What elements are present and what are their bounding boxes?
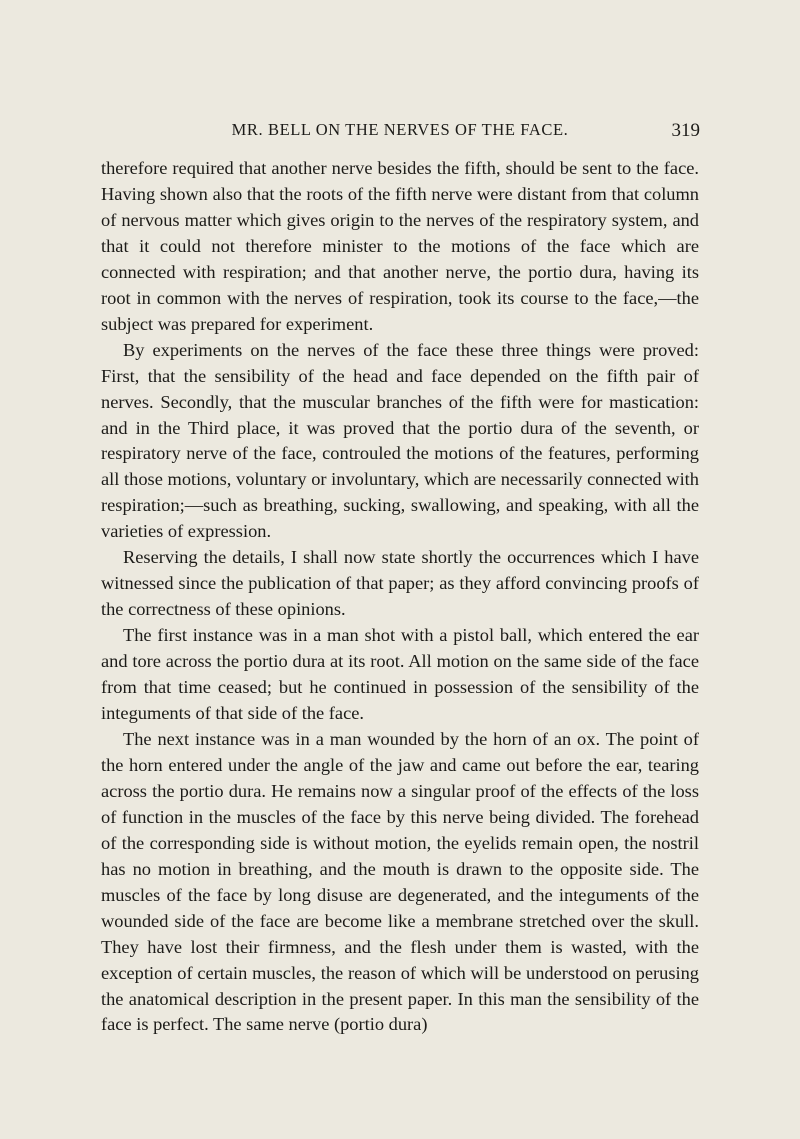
body-text — [101, 156, 699, 1038]
paragraph-3: Reserving the details, I shall now state shortly the occurrences which I have witnessed since the publication of that paper; as they afford convincing proofs of the correctness of these opinions. — [101, 547, 699, 620]
page-number: 319 — [671, 120, 700, 141]
running-title: MR. BELL ON THE NERVES OF THE FACE. — [231, 120, 569, 139]
paragraph-5: The next instance was in a man wounded by the horn of an ox. The point of the horn entered under the angle of the jaw and came out before the ear, tearing across the portio dura. He remains now a singular proof of the effects of the loss of function in the muscles of the face by this nerve being divided. The forehead of the corresponding side is without motion, the eyelids remain open, the nostril has no motion in breathing, and the mouth is drawn to the opposite side. The muscles of the face by long disuse are degenerated, and the integuments of the wounded side of the face are become like a membrane stretched over the skull. They have lost their firmness, and the flesh under them is wasted, with the exception of certain muscles, the reason of which will be understood on perusing the anatomical description in the present paper. In this man the sensibility of the face is perfect. The same nerve (portio dura) — [101, 728, 699, 1035]
paragraph-2: By experiments on the nerves of the face these three things were proved: First, that the sensibility of the head and face depended on the fifth pair of nerves. Secondly, that the muscular branches of the fifth were for mastication: and in the Third place, it was proved that the portio dura of the seventh, or respiratory nerve of the face, controuled the motions of the features, performing all those motions, voluntary or involuntary, which are necessarily connected with respiration;—such as breathing, sucking, swallowing, and speaking, with all the varieties of expression. — [101, 339, 699, 542]
page-header — [100, 118, 700, 144]
paragraph-1: therefore required that another nerve besides the fifth, should be sent to the face. Having shown also that the roots of the fifth nerve were distant from that column of nervous matter which gives origin to the nerves of the respiratory system, and that it could not therefore minister to the motions of the face which are connected with respiration; and that another nerve, the portio dura, having its root in common with the nerves of respiration, took its course to the face,—the subject was prepared for experiment. — [101, 158, 699, 334]
paragraph-4: The first instance was in a man shot with a pistol ball, which entered the ear and tore across the portio dura at its root. All motion on the same side of the face from that time ceased; but he continued in possession of the sensibility of the integuments of that side of the face. — [101, 625, 699, 724]
